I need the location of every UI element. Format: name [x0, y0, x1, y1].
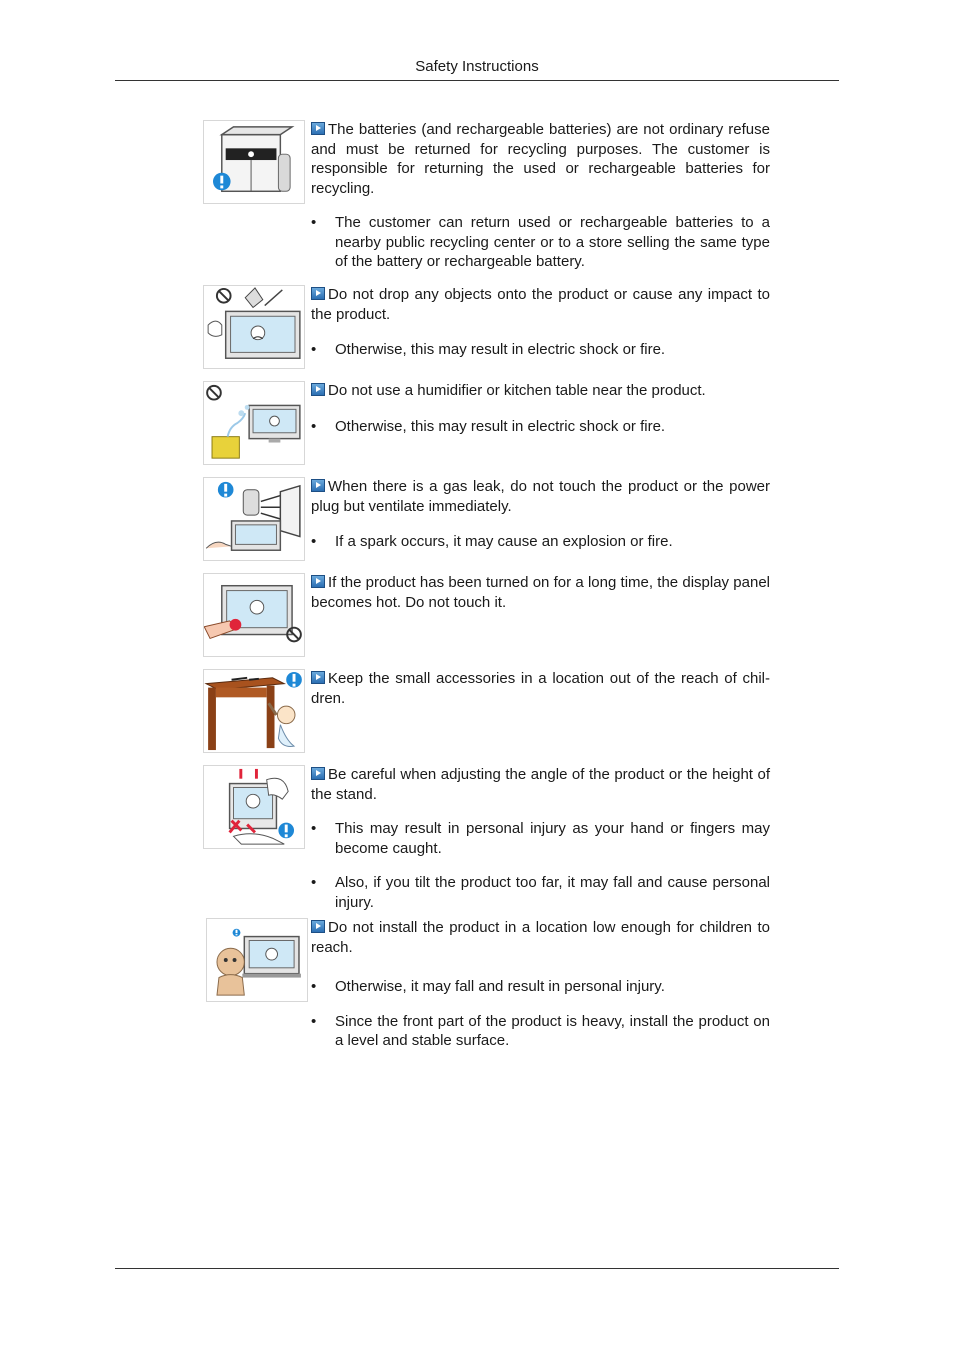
instruction-lead: Be careful when adjusting the angle of the product or the height of the stand.	[311, 766, 770, 803]
page-header-title: Safety Instructions	[415, 58, 539, 75]
instruction-lead: If the product has been turned on for a long time, the display panel becomes hot. Do not touch it.	[311, 574, 770, 611]
no-humidifier-icon	[203, 381, 305, 465]
gas-leak-icon	[203, 477, 305, 561]
bullet-item: • The customer can return used or rechargeable batteries to a nearby public recycling center or to a store selling the same type of the battery or rechargeable battery.	[311, 213, 770, 272]
bullet-item: • If a spark occurs, it may cause an explosion or fire.	[311, 532, 770, 552]
instruction-text	[311, 381, 770, 401]
instruction-text	[311, 573, 770, 612]
arrow-marker-icon	[311, 920, 325, 933]
arrow-marker-icon	[311, 122, 325, 135]
footer-divider	[115, 1268, 839, 1269]
instruction-lead: Do not drop any objects onto the product or cause any impact to the product.	[311, 286, 770, 323]
arrow-marker-icon	[311, 767, 325, 780]
instruction-lead: Keep the small accessories in a location out of the reach of children.	[311, 670, 770, 707]
header-divider	[115, 80, 839, 81]
arrow-marker-icon	[311, 479, 325, 492]
instruction-text	[311, 477, 770, 516]
instruction-lead: Do not install the product in a location low enough for children to reach.	[311, 919, 770, 956]
bullet-item: • Otherwise, this may result in electric shock or fire.	[311, 340, 770, 360]
bullet-item: • Otherwise, this may result in electric shock or fire.	[311, 417, 770, 437]
child-accessories-icon	[203, 669, 305, 753]
hot-panel-icon	[203, 573, 305, 657]
arrow-marker-icon	[311, 671, 325, 684]
instruction-text	[311, 285, 770, 324]
instruction-lead: Do not use a humidifier or kitchen table near the product.	[328, 382, 706, 399]
instruction-text	[311, 765, 770, 804]
battery-recycling-icon	[203, 120, 305, 204]
bullet-item: • This may result in personal injury as your hand or fingers may become caught.	[311, 819, 770, 858]
instruction-text	[311, 120, 770, 198]
pinch-hazard-icon	[203, 765, 305, 849]
arrow-marker-icon	[311, 383, 325, 396]
instruction-text	[311, 669, 770, 708]
instruction-lead: The batteries (and rechargeable batteries) are not ordinary refuse and must be returned for recycling purposes. The customer is responsible for returning the used or rechargeable batteries for recycling.	[311, 121, 770, 197]
bullet-item: • Since the front part of the product is heavy, install the product on a level and stable surface.	[311, 1012, 770, 1051]
arrow-marker-icon	[311, 575, 325, 588]
bullet-item: • Also, if you tilt the product too far, it may fall and cause personal injury.	[311, 873, 770, 912]
no-impact-icon	[203, 285, 305, 369]
bullet-item: • Otherwise, it may fall and result in personal injury.	[311, 977, 770, 997]
arrow-marker-icon	[311, 287, 325, 300]
instruction-text	[311, 918, 770, 957]
instruction-lead: When there is a gas leak, do not touch the product or the power plug but ventilate immediately.	[311, 478, 770, 515]
child-reach-icon	[206, 918, 308, 1002]
